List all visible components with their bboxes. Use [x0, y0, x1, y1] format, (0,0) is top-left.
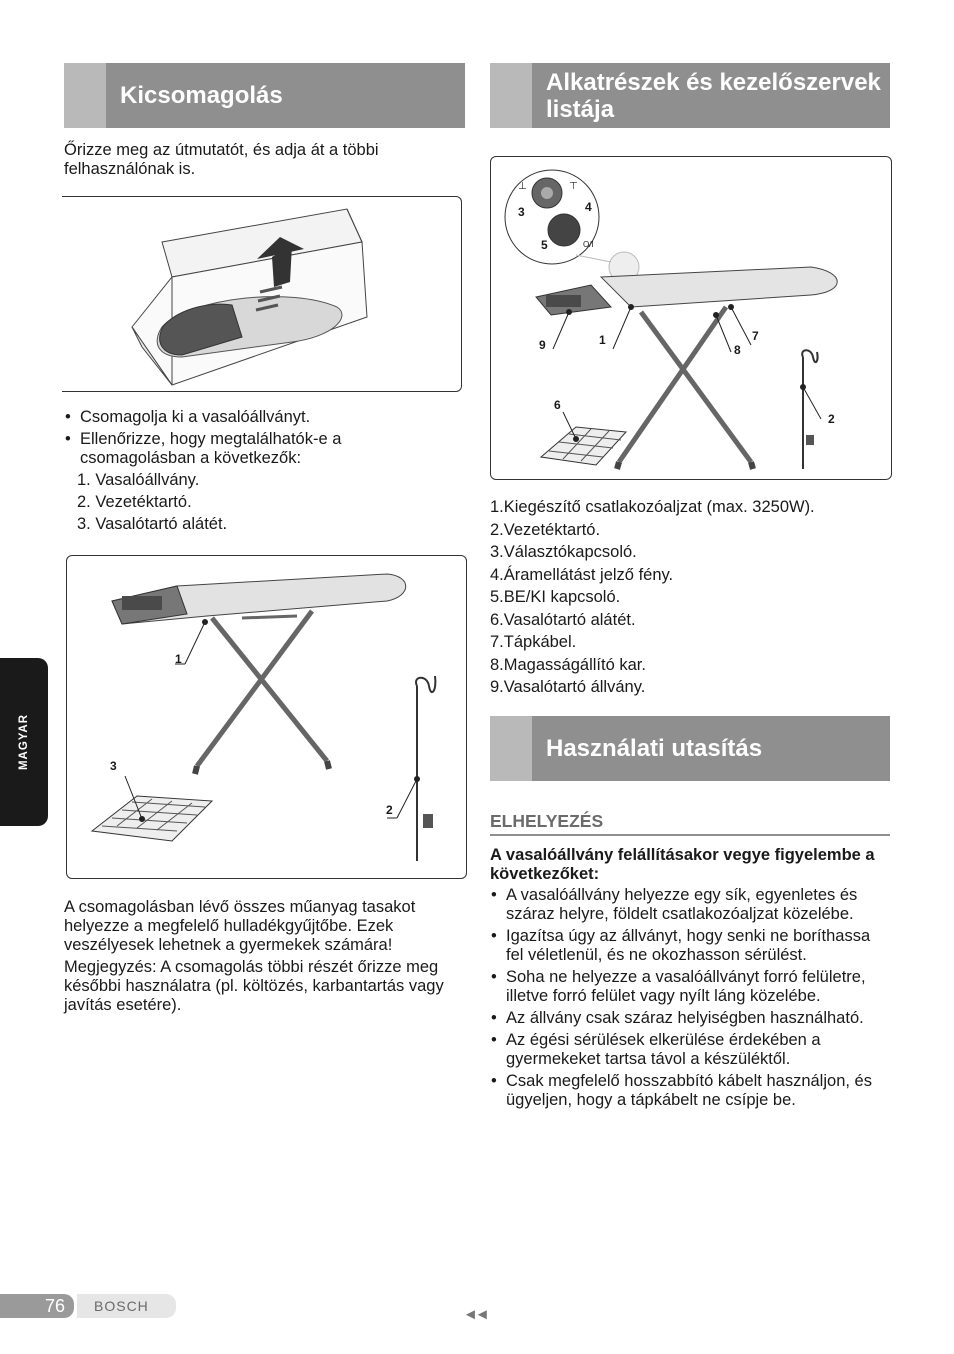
- list-item: • Csak megfelelő hosszabbító kábelt használjon, és ügyeljen, hogy a tápkábelt ne csípje be.: [490, 1072, 890, 1110]
- section-title: Használati utasítás: [546, 735, 763, 762]
- section-header-instructions: [490, 716, 890, 781]
- callout-2: 2: [386, 803, 393, 817]
- placement-instructions: [490, 846, 890, 1113]
- packaging-warning: [64, 898, 459, 1015]
- callout-4: 4: [585, 200, 592, 214]
- nav-arrows-icon[interactable]: ◄◄: [463, 1306, 487, 1323]
- contents-figure: [66, 555, 467, 879]
- section-title: Alkatrészek és kezelőszervek listája: [546, 68, 881, 123]
- page-number-badge: [0, 1294, 74, 1318]
- callout-3: 3: [110, 759, 117, 773]
- intro-text: Őrizze meg az útmutatót, és adja át a többi felhasználónak is.: [64, 141, 379, 178]
- list-item: 2. Vezetéktartó.: [77, 493, 192, 511]
- brand-name: BOSCH: [94, 1298, 149, 1314]
- svg-text:⊥: ⊥: [518, 181, 527, 192]
- list-item: 3. Vasalótartó alátét.: [77, 515, 228, 533]
- svg-text:⊤: ⊤: [569, 181, 578, 192]
- callout-2: 2: [828, 412, 835, 426]
- list-item: 4.Áramellátást jelző fény.: [490, 565, 674, 584]
- section-title: Kicsomagolás: [120, 82, 283, 109]
- list-item: • Igazítsa úgy az állványt, hogy senki ne boríthassa fel véletlenül, és ne okozhasson sérülést.: [490, 927, 890, 965]
- list-item: 7.Tápkábel.: [490, 633, 577, 651]
- parts-diagram-illustration: [491, 157, 891, 479]
- parts-figure: [490, 156, 892, 480]
- list-item: 9.Vasalótartó állvány.: [490, 678, 646, 696]
- list-item: 8.Magasságállító kar.: [490, 655, 646, 674]
- section-header-parts: [490, 63, 890, 128]
- list-item: • Ellenőrizze, hogy megtalálhatók-e a csomagolásban a következők:: [64, 430, 454, 468]
- svg-text:O/I: O/I: [583, 240, 594, 249]
- subheading-placement: ELHELYEZÉS: [490, 811, 890, 836]
- callout-1: 1: [599, 333, 606, 347]
- callout-3: 3: [518, 205, 525, 219]
- warning-text: A csomagolásban lévő összes műanyag tasakot helyezze a megfelelő hulladékgyűjtőbe. Ezek veszélyesek lehetnek a gyermekek számára!: [64, 898, 416, 954]
- board-contents-illustration: [67, 556, 466, 878]
- parts-list: [490, 498, 890, 701]
- list-item: 2.Vezetéktartó.: [490, 520, 601, 539]
- language-tab: [0, 658, 48, 826]
- list-item: • Csomagolja ki a vasalóállványt.: [64, 408, 454, 427]
- list-item: • A vasalóállvány helyezze egy sík, egyenletes és száraz helyre, földelt csatlakozóaljzat közelébe.: [490, 886, 890, 924]
- callout-7: 7: [752, 329, 759, 343]
- list-item: 6.Vasalótartó alátét.: [490, 610, 636, 629]
- box-illustration: [62, 197, 461, 391]
- note-text: Megjegyzés: A csomagolás többi részét őrizze meg későbbi használatra (pl. költözés, karbantartás vagy javítás esetére).: [64, 958, 444, 1014]
- page-footer: [0, 1294, 176, 1318]
- list-item: • Soha ne helyezze a vasalóállványt forró felületre, illetve forró felület vagy nyílt láng közelébe.: [490, 968, 890, 1006]
- list-item: 3.Választókapcsoló.: [490, 543, 637, 561]
- page-number: 76: [44, 1296, 65, 1316]
- callout-9: 9: [539, 338, 546, 352]
- list-item: • Az állvány csak száraz helyiségben használható.: [490, 1009, 890, 1028]
- list-item: 1.Kiegészítő csatlakozóaljzat (max. 3250W).: [490, 498, 815, 516]
- callout-6: 6: [554, 398, 561, 412]
- list-item: 1. Vasalóállvány.: [77, 471, 200, 489]
- language-tab-label: MAGYAR: [18, 713, 30, 771]
- callout-1: 1: [175, 652, 182, 666]
- callout-8: 8: [734, 343, 741, 357]
- brand-badge: [77, 1294, 176, 1318]
- unpacking-figure: [62, 196, 462, 392]
- unpack-steps: [64, 408, 454, 537]
- lead-text: A vasalóállvány felállításakor vegye figyelembe a következőket:: [490, 846, 875, 883]
- list-item: • Az égési sérülések elkerülése érdekében a gyermekeket tartsa távol a készüléktől.: [490, 1031, 890, 1069]
- callout-5: 5: [541, 238, 548, 252]
- list-item: 5.BE/KI kapcsoló.: [490, 588, 621, 606]
- section-header-unpacking: [64, 63, 465, 128]
